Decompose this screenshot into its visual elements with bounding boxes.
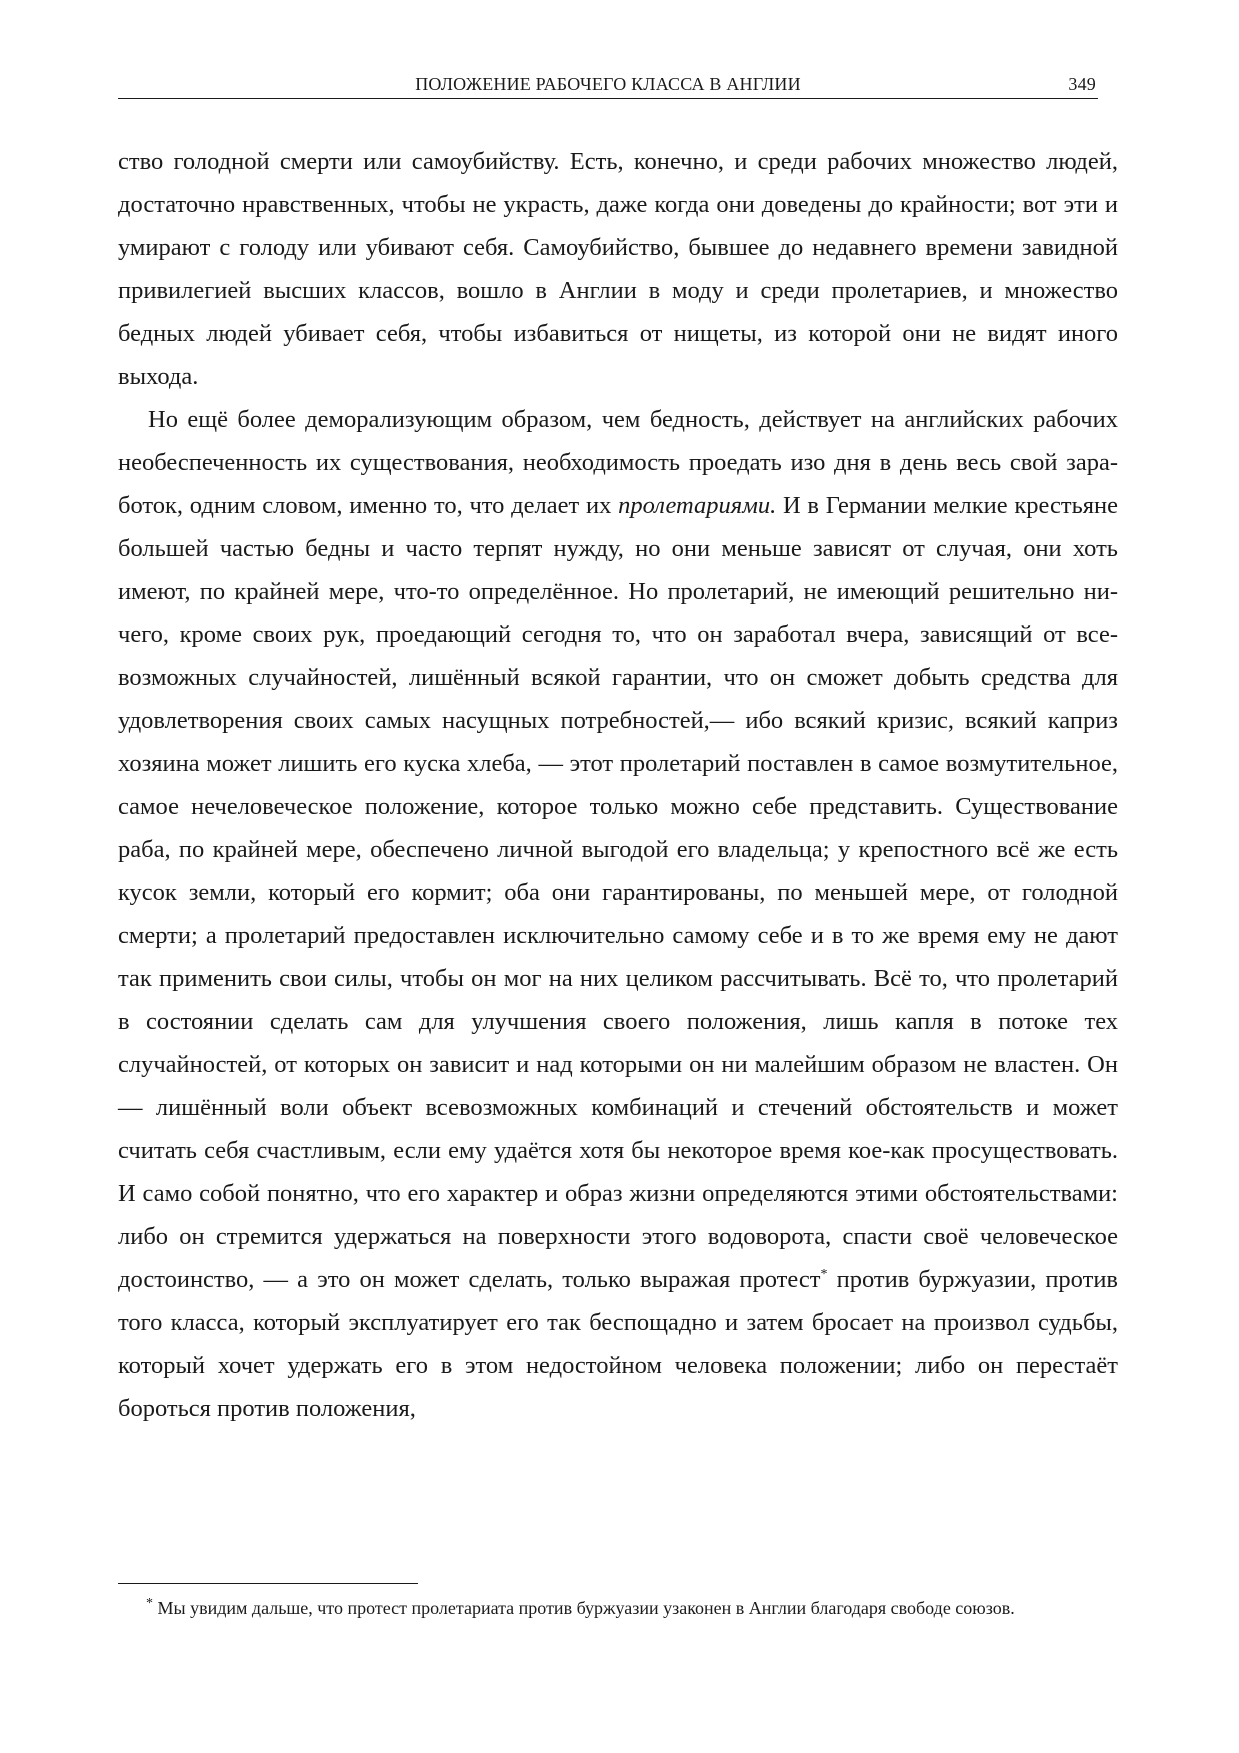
running-header	[118, 72, 1098, 99]
paragraph-2-text-middle: И в Германии мелкие крестьяне большей частью бедны и часто терпят нужду, но они меньше зависят от случая, они хоть имеют, по крайней мере, что-то определённое. Но пролетарий, не имеющий решительно ничего, кроме своих рук, проедающий сегодня то, что он заработал вчера, зависящий от всевозможных случайностей, лишённый всякой гарантии, что он сможет добыть средства для удовлетворения своих самых насущных потребностей,— ибо всякий кризис, всякий каприз хозяина может лишить его куска хлеба, — этот пролетарий поставлен в самое возмутительное, самое нечеловеческое положение, которое только можно себе представить. Существование раба, по крайней мере, обеспечено личной выгодой его владельца; у крепостного всё же есть кусок земли, который его кормит; оба они гарантированы, по меньшей мере, от голодной смерти; а пролетарий предоставлен исключительно самому себе и в то же время ему не дают так применить свои силы, чтобы он мог на них целиком рассчитывать. Всё то, что пролетарий в состоянии сделать сам для улучшения своего положения, лишь капля в потоке тех случайностей, от которых он зависит и над которыми он ни малейшим образом не властен. Он — лишённый воли объект всевозможных комбинаций и стечений обстоятельств и может считать себя счастливым, если ему удаётся хотя бы некоторое время кое-как просуществовать. И само собой понятно, что его характер и образ жизни определяются этими обстоятельствами: либо он стремится удержаться на поверхности этого водоворота, спасти своё человеческое достоинство, — а это он может сделать, только выражая протест	[118, 492, 1119, 1293]
paragraph-2-text-end: против буржуазии, против того класса, который эксплуатирует его так беспощадно и затем бросает на произвол судьбы, который хочет удержать его в этом недостойном человека положении; либо он перестаёт бороться против положения,	[118, 1266, 1118, 1422]
paragraph-2-text-start: Но ещё более деморализующим образом, чем бедность, действует на английских рабочих необеспеченность их существования, необходимость проедать изо дня в день весь свой заработок, одним словом, именно то, что делает их	[118, 406, 1118, 519]
emphasized-word: пролетариями.	[618, 492, 777, 519]
footnote-mark: *	[146, 1596, 153, 1611]
paragraph-2	[118, 398, 1118, 1430]
page-number: 349	[1068, 74, 1096, 94]
footnote-text: Мы увидим дальше, что протест пролетариата против буржуазии узаконен в Англии благодаря свободе союзов.	[153, 1598, 1015, 1618]
running-title: ПОЛОЖЕНИЕ РАБОЧЕГО КЛАССА В АНГЛИИ	[415, 74, 801, 94]
footnote-reference[interactable]: *	[820, 1266, 828, 1282]
footnote-separator	[118, 1583, 418, 1584]
footnote	[118, 1596, 1118, 1620]
main-text	[118, 140, 1118, 1430]
paragraph-1: ство голодной смерти или самоубийству. Есть, конечно, и среди рабочих множество людей, достаточно нравственных, чтобы не украсть, даже когда они доведены до крайности; вот эти и умирают с голоду или убивают себя. Самоубийство, бывшее до недавнего времени завидной привилегией высших классов, вошло в Англии в моду и среди пролетариев, и множество бедных людей убивает себя, чтобы избавиться от нищеты, из которой они не видят иного выхода.	[118, 148, 1118, 390]
